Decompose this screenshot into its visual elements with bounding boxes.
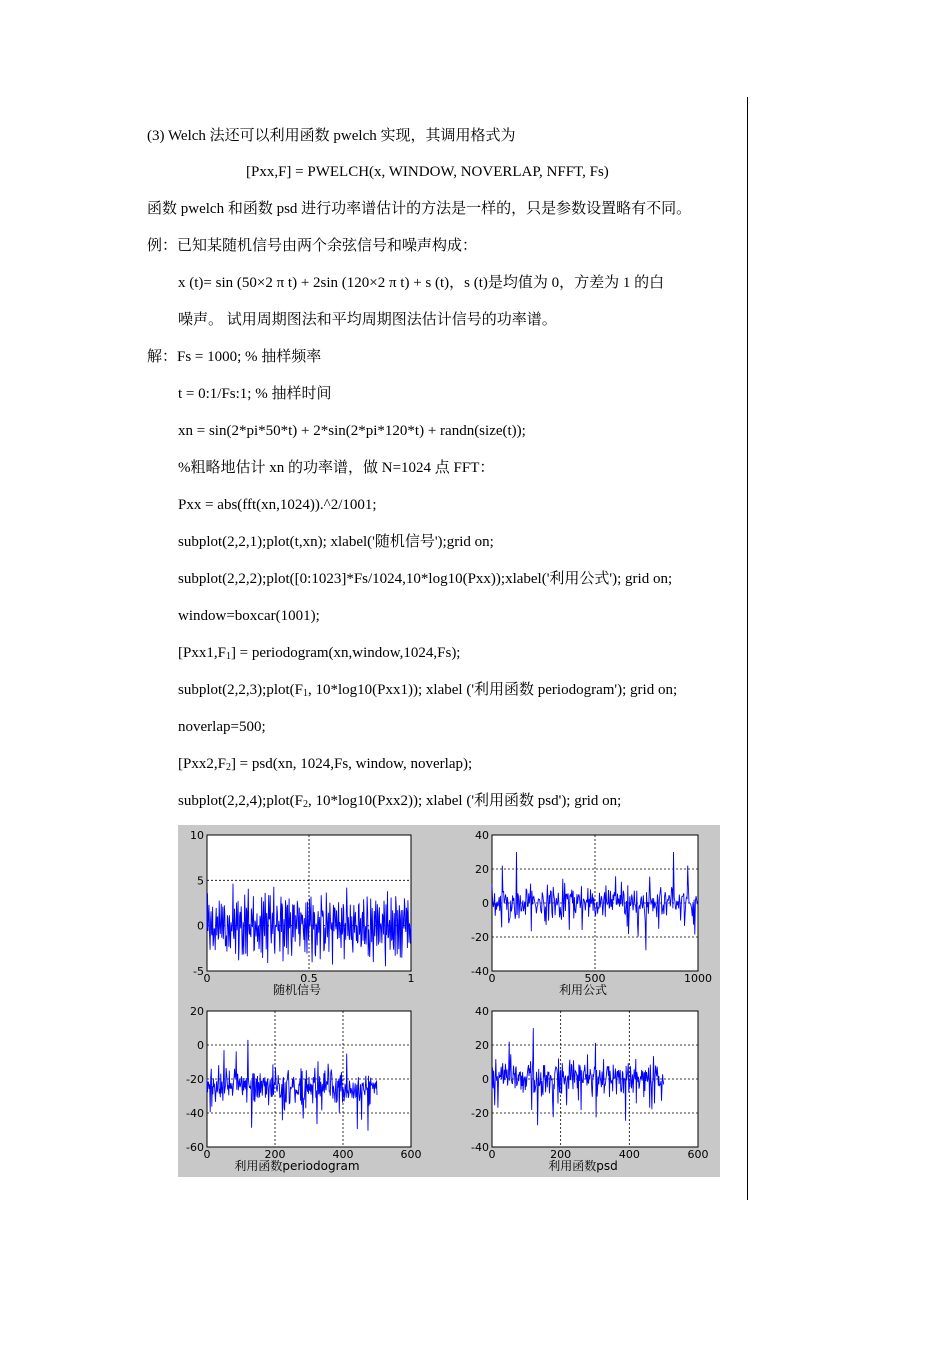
axes-1-y-tick-label: 5 — [197, 874, 204, 888]
code-line-subplot3: $subplot(2,2,3);plot(F_1$, 10*log10(Pxx1)); xlabel ('利用函数 periodogram'); grid on; — [178, 682, 678, 699]
axes-4-y-tick-label: -20 — [471, 1107, 489, 1120]
code-line-t: t = 0:1/Fs:1; % 抽样时间 — [178, 386, 332, 402]
axes-2-x-tick-label: 500 — [584, 972, 606, 985]
axes-4-y-tick-label: -40 — [471, 1141, 489, 1154]
code-line-window: window=boxcar(1001); — [178, 608, 320, 624]
code-line-subplot2: subplot(2,2,2);plot([0:1023]*Fs/1024,10*log10(Pxx));xlabel('利用公式'); grid on; — [178, 571, 673, 587]
axes-3-x-tick-label: 400 — [332, 1148, 354, 1161]
axes-4-y-tick-label: 20 — [475, 1039, 489, 1052]
axes-3-xlabel: 利用函数periodogram — [234, 1159, 360, 1173]
paragraph-welch-intro: (3) Welch 法还可以利用函数 pwelch 实现，其调用格式为 — [147, 128, 516, 144]
axes-3-x-tick-label: 600 — [400, 1148, 422, 1161]
axes-4-x-tick-label: 400 — [618, 1148, 640, 1161]
axes-3-y-tick-label: -60 — [186, 1141, 204, 1154]
axes-3-y-tick-label: 0 — [197, 1039, 204, 1052]
page-margin-rule — [747, 97, 748, 1200]
axes-2-x-tick-label: 0 — [488, 972, 496, 985]
axes-1-y-tick-label: 10 — [190, 829, 204, 842]
code-line-xn: xn = sin(2*pi*50*t) + 2*sin(2*pi*120*t) + randn(size(t)); — [178, 423, 526, 439]
code-line-subplot1: subplot(2,2,1);plot(t,xn); xlabel('随机信号');grid on; — [178, 534, 494, 550]
axes-1-y-tick-label: -5 — [193, 965, 204, 978]
axes-4-x-tick-label: 0 — [488, 1148, 496, 1161]
axes-1-x-tick-label: 1 — [407, 972, 415, 985]
code-line-noverlap: noverlap=500; — [178, 719, 266, 735]
example-formula: x (t)= sin (50×2 π t) + 2sin (120×2 π t) + s (t)，s (t)是均值为 0，方差为 1 的白 — [178, 275, 665, 291]
code-line-psd: $[Pxx2,F_2] = psd(xn$, 1024,Fs, window, noverlap); — [178, 756, 473, 773]
axes-1-x-tick-label: 0.5 — [300, 972, 318, 985]
axes-4-y-tick-label: 40 — [475, 1005, 489, 1018]
example-task: 噪声。 试用周期图法和平均周期图法估计信号的功率谱。 — [178, 312, 557, 328]
axes-1-y-tick-label: 0 — [197, 919, 204, 933]
paragraph-pwelch-vs-psd: 函数 pwelch 和函数 psd 进行功率谱估计的方法是一样的，只是参数设置略有不同。 — [147, 201, 692, 217]
axes-1-x-tick-label: 0 — [203, 972, 211, 985]
axes-4-x-tick-label: 600 — [687, 1148, 709, 1161]
axes-3-y-tick-label: -40 — [186, 1107, 204, 1120]
matlab-figure — [178, 825, 720, 1177]
axes-3-x-tick-label: 0 — [203, 1148, 211, 1161]
axes-2-xlabel: 利用公式 — [558, 983, 608, 997]
axes-2-y-tick-label: 0 — [482, 897, 489, 910]
axes-2-y-tick-label: 40 — [475, 829, 489, 842]
axes-3-x-tick-label: 200 — [264, 1148, 286, 1161]
axes-2-y-tick-label: -40 — [471, 965, 489, 978]
pwelch-syntax: [Pxx,F] = PWELCH(x, WINDOW, NOVERLAP, NFFT, Fs) — [246, 164, 609, 180]
figure-canvas — [178, 825, 720, 1177]
code-line-subplot4: $subplot(2,2,4);plot(F_2$, 10*log10(Pxx2)); xlabel ('利用函数 psd'); grid on; — [178, 793, 622, 810]
example-heading: 例：已知某随机信号由两个余弦信号和噪声构成： — [147, 238, 478, 254]
axes-2-y-tick-label: 20 — [475, 863, 489, 876]
axes-2-y-tick-label: -20 — [471, 931, 489, 944]
axes-3-y-tick-label: -20 — [186, 1073, 204, 1086]
axes-2-x-tick-label: 1000 — [684, 972, 712, 985]
axes-3-y-tick-label: 20 — [190, 1005, 204, 1018]
code-comment-fft: %粗略地估计 xn 的功率谱，做 N=1024 点 FFT： — [178, 460, 495, 476]
code-line-periodogram: $[Pxx1,F_1]$ = periodogram(xn,window,1024,Fs); — [178, 645, 461, 662]
axes-4-x-tick-label: 200 — [550, 1148, 572, 1161]
axes-1-xlabel: 随机信号 — [272, 983, 322, 997]
axes-4-xlabel: 利用函数psd — [548, 1159, 618, 1173]
axes-4-y-tick-label: 0 — [482, 1073, 489, 1086]
solution-line-fs: 解：Fs = 1000; % 抽样频率 — [147, 349, 322, 365]
code-line-pxx: Pxx = abs(fft(xn,1024)).^2/1001; — [178, 497, 377, 513]
